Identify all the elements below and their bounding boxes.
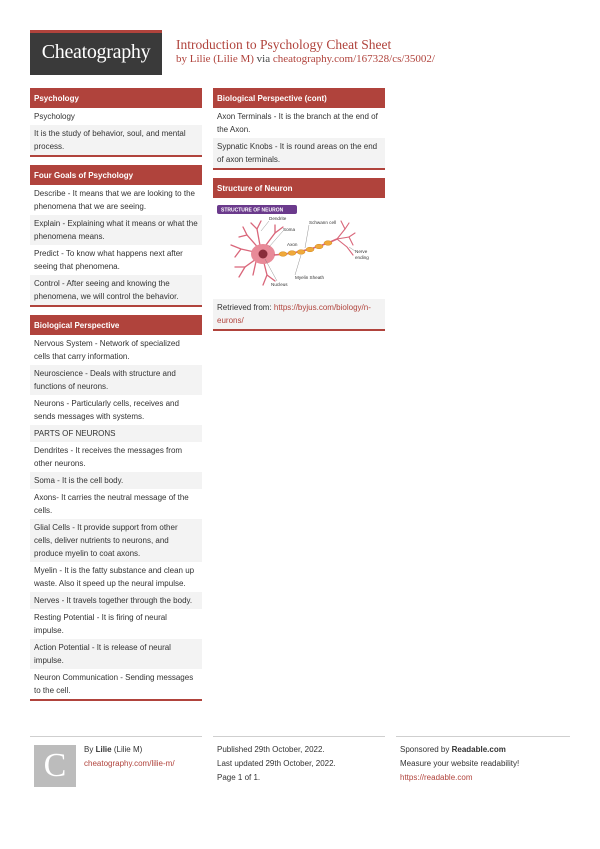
- list-item: Dendrites - It receives the messages from other neurons.: [34, 446, 183, 468]
- author-link[interactable]: Lilie (Lilie M): [189, 53, 254, 65]
- list-item: Soma - It is the cell body.: [30, 472, 202, 489]
- section-goals: [30, 165, 202, 307]
- page-footer: [30, 736, 570, 786]
- sponsor-name[interactable]: Readable.com: [451, 745, 506, 754]
- footer-author: [30, 736, 202, 786]
- section-structure: [213, 178, 385, 331]
- page-title: Introduction to Psychology Cheat Sheet: [176, 37, 392, 52]
- section-body: [30, 335, 202, 701]
- byline-by: by: [176, 53, 187, 65]
- list-item: Neuroscience - Deals with structure and functions of neurons.: [30, 365, 202, 395]
- sheet-url-link[interactable]: cheatography.com/167328/cs/35002/: [272, 53, 435, 65]
- footer-author-handle: (Lilie M): [113, 745, 143, 754]
- list-item: Psychology: [34, 112, 75, 121]
- section-heading: Structure of Neuron: [213, 178, 385, 198]
- list-item: Control - After seeing and knowing the phenomena, we will control the behavior.: [30, 275, 202, 305]
- figure-banner-text: STRUCTURE OF NEURON: [221, 207, 284, 214]
- label-soma: Soma: [283, 227, 296, 232]
- section-body: [30, 185, 202, 307]
- list-item: Action Potential - It is release of neural impulse.: [30, 639, 202, 669]
- section-psychology: [30, 88, 202, 157]
- list-item: Myelin - It is the fatty substance and clean up waste. Also it speed up the neural impulse.: [34, 566, 195, 588]
- footer-dates: [213, 736, 385, 786]
- retrieved-from: [213, 299, 385, 329]
- section-body: [30, 108, 202, 157]
- source-link-cont[interactable]: eurons/: [217, 316, 244, 325]
- nucleus: [259, 250, 268, 259]
- footer-author-url[interactable]: cheatography.com/lilie-m/: [84, 759, 175, 768]
- sponsor-tagline: Measure your website readability!: [400, 759, 520, 768]
- label-nerve: Nerve: [355, 249, 368, 254]
- list-item: PARTS OF NEURONS: [30, 425, 202, 442]
- label-myelin: Myelin Sheath: [295, 275, 325, 280]
- footer-author-name[interactable]: Lilie: [95, 745, 112, 754]
- byline: [176, 53, 435, 65]
- updated-date: Last updated 29th October, 2022.: [217, 759, 336, 768]
- sponsor-line: [400, 743, 506, 757]
- section-biological-cont: [213, 88, 385, 170]
- sponsor-text: Sponsored by: [400, 745, 450, 754]
- column-middle: [213, 88, 385, 339]
- section-heading: Four Goals of Psychology: [30, 165, 202, 185]
- section-body: [213, 198, 385, 331]
- list-item: Axons- It carries the neutral message of the cells.: [34, 493, 189, 515]
- source-link[interactable]: https://byjus.com/biology/n-: [273, 303, 371, 312]
- list-item: Neurons - Particularly cells, receives and sends messages with systems.: [34, 399, 179, 421]
- list-item: Glial Cells - It provide support from other cells, deliver nutrients to neurons, and produce myelin to coat axons.: [30, 519, 202, 562]
- section-biological: [30, 315, 202, 701]
- neuron-diagram: [217, 205, 381, 293]
- page-count: Page 1 of 1.: [217, 773, 261, 782]
- avatar: C: [34, 745, 76, 787]
- list-item: Resting Potential - It is firing of neural impulse.: [34, 613, 167, 635]
- list-item: Predict - To know what happens next after seeing that phenomena.: [34, 249, 183, 271]
- footer-sponsor: [396, 736, 570, 786]
- list-item: Neuron Communication - Sending messages to the cell.: [34, 673, 194, 695]
- list-item: It is the study of behavior, soul, and mental process.: [30, 125, 202, 155]
- section-heading: Biological Perspective: [30, 315, 202, 335]
- label-nucleus: Nucleus: [271, 282, 288, 287]
- footer-author-line: [84, 743, 142, 757]
- section-heading: Psychology: [30, 88, 202, 108]
- label-axon: Axon: [287, 242, 298, 247]
- published-date: Published 29th October, 2022.: [217, 745, 325, 754]
- list-item: Explain - Explaining what it means or what the phenomena means.: [30, 215, 202, 245]
- list-item: Nerves - It travels together through the body.: [30, 592, 202, 609]
- label-dendrite: Dendrite: [269, 216, 287, 221]
- list-item: Nervous System - Network of specialized cells that carry information.: [34, 339, 180, 361]
- list-item: Axon Terminals - It is the branch at the end of the Axon.: [217, 112, 378, 134]
- section-heading: Biological Perspective (cont): [213, 88, 385, 108]
- footer-by: By: [84, 745, 94, 754]
- label-ending: ending: [355, 255, 369, 260]
- logo-text: Cheatography: [41, 41, 151, 63]
- axon-terminals: [337, 221, 355, 255]
- retrieved-label: Retrieved from:: [217, 303, 272, 312]
- list-item: Describe - It means that we are looking to the phenomena that we are seeing.: [34, 189, 195, 211]
- cheatography-logo[interactable]: [30, 30, 162, 75]
- neuron-figure: [213, 198, 385, 299]
- byline-via: via: [256, 53, 271, 65]
- sponsor-url[interactable]: https://readable.com: [400, 773, 473, 782]
- label-schwann: Schwann cell: [309, 220, 337, 225]
- section-body: [213, 108, 385, 170]
- column-left: [30, 88, 202, 709]
- list-item: Sypnatic Knobs - It is round areas on the end of axon terminals.: [213, 138, 385, 168]
